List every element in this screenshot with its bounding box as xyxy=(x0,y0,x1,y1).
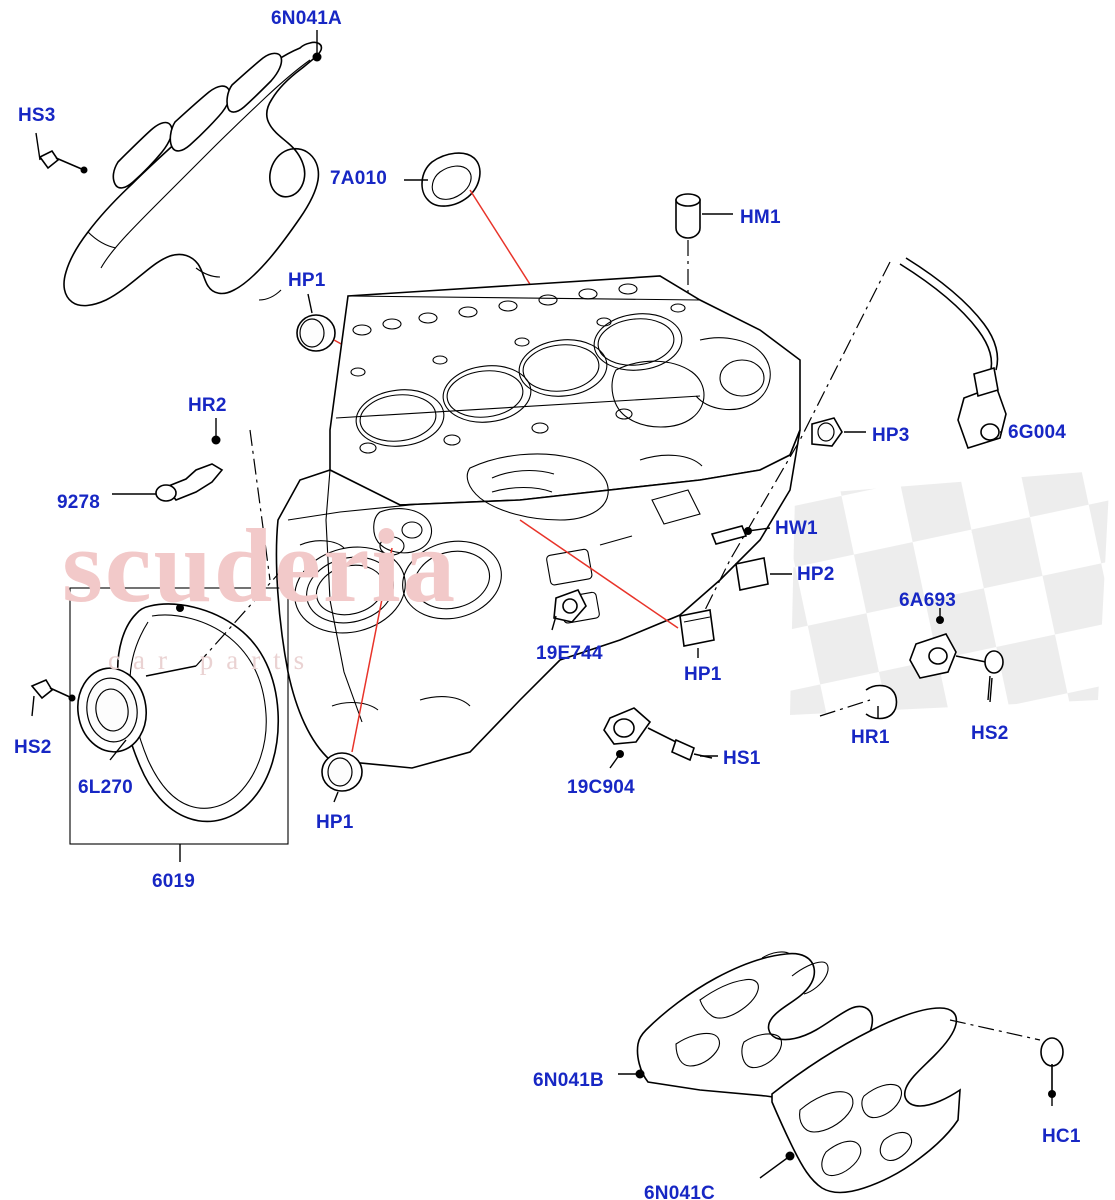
callout-19E744[interactable]: 19E744 xyxy=(536,643,603,664)
callout-6N041A[interactable]: 6N041A xyxy=(271,8,342,29)
part-19C904-sensor xyxy=(604,708,718,768)
part-6N041A xyxy=(64,30,322,306)
callout-6N041B[interactable]: 6N041B xyxy=(533,1070,604,1091)
callout-HS1[interactable]: HS1 xyxy=(723,748,761,769)
callout-6L270[interactable]: 6L270 xyxy=(78,777,133,798)
callout-6G004[interactable]: 6G004 xyxy=(1008,422,1067,443)
callout-HP1-top[interactable]: HP1 xyxy=(288,270,326,291)
part-HP2-plug xyxy=(736,558,792,590)
callout-19C904[interactable]: 19C904 xyxy=(567,777,635,798)
callout-HP3[interactable]: HP3 xyxy=(872,425,910,446)
part-9278-sensor xyxy=(112,418,270,580)
callout-HP2[interactable]: HP2 xyxy=(797,564,835,585)
watermark-sub: car parts xyxy=(108,645,318,675)
callout-HP1-mid[interactable]: HP1 xyxy=(684,664,722,685)
group-6019 xyxy=(70,572,288,862)
part-cylinder-block xyxy=(276,276,800,768)
callout-9278[interactable]: 9278 xyxy=(57,492,101,513)
watermark-main: scuderia xyxy=(62,507,458,624)
part-HS2-left-bolt xyxy=(32,680,76,716)
callout-HW1[interactable]: HW1 xyxy=(775,518,818,539)
callout-7A010[interactable]: 7A010 xyxy=(330,168,387,189)
part-7A010-seal xyxy=(404,153,540,300)
callout-HS2-left[interactable]: HS2 xyxy=(14,737,52,758)
callout-HR2[interactable]: HR2 xyxy=(188,395,227,416)
callout-HP1-bottom[interactable]: HP1 xyxy=(316,812,354,833)
callout-HC1[interactable]: HC1 xyxy=(1042,1126,1081,1147)
callout-HS2-right[interactable]: HS2 xyxy=(971,723,1009,744)
part-HS3-bolt xyxy=(36,133,88,174)
callout-6019[interactable]: 6019 xyxy=(152,871,196,892)
callout-HR1[interactable]: HR1 xyxy=(851,727,890,748)
callout-HS3[interactable]: HS3 xyxy=(18,105,56,126)
part-HP3-plug xyxy=(812,418,866,446)
callout-6A693[interactable]: 6A693 xyxy=(899,590,956,611)
callout-6N041C[interactable]: 6N041C xyxy=(644,1183,715,1200)
part-HC1-clip xyxy=(1041,1038,1063,1106)
callout-HM1[interactable]: HM1 xyxy=(740,207,781,228)
